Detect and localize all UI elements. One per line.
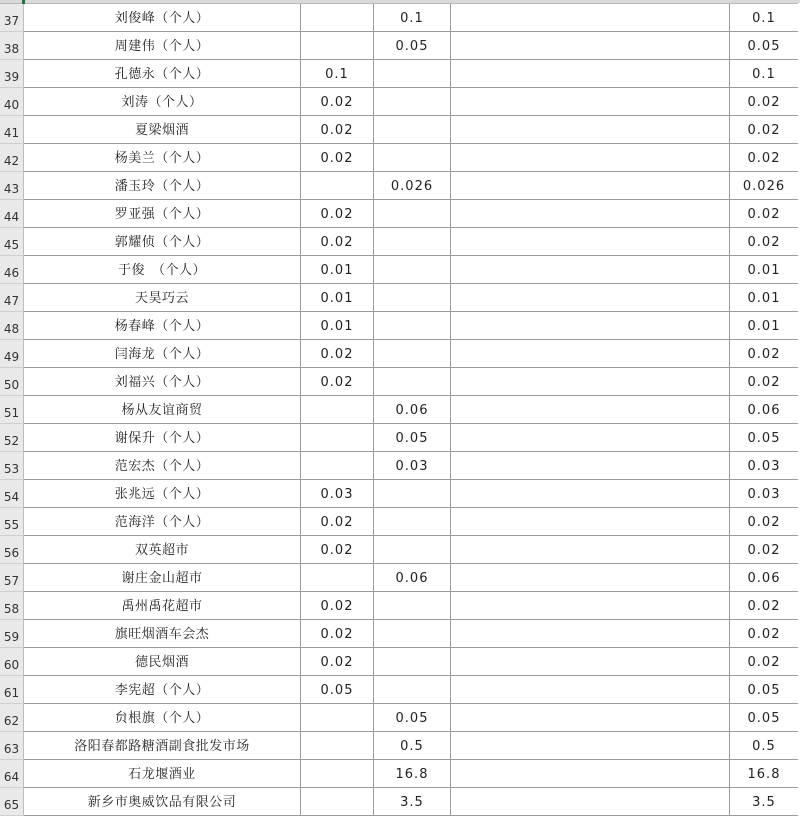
cell-empty[interactable] bbox=[451, 144, 730, 172]
row-number[interactable]: 62 bbox=[0, 704, 24, 732]
table-row bbox=[0, 760, 800, 788]
cell-empty[interactable] bbox=[451, 564, 730, 592]
cell-name[interactable]: 禹州禹花超市 bbox=[24, 592, 301, 620]
cell-value-b[interactable]: 0.05 bbox=[374, 32, 451, 60]
cell-total[interactable]: 0.02 bbox=[730, 508, 799, 536]
cell-value-a[interactable] bbox=[301, 452, 374, 480]
cell-value-a[interactable]: 0.02 bbox=[301, 648, 374, 676]
cell-empty[interactable] bbox=[451, 200, 730, 228]
row-number[interactable]: 48 bbox=[0, 312, 24, 340]
table-row bbox=[0, 788, 800, 816]
cell-total[interactable]: 0.05 bbox=[730, 704, 799, 732]
cell-name[interactable]: 谢保升（个人） bbox=[24, 424, 301, 452]
table-row bbox=[0, 144, 800, 172]
table-row bbox=[0, 732, 800, 760]
cell-value-a[interactable]: 0.02 bbox=[301, 536, 374, 564]
cell-name[interactable]: 双英超市 bbox=[24, 536, 301, 564]
cell-total[interactable]: 0.5 bbox=[730, 732, 799, 760]
cell-value-b[interactable] bbox=[374, 88, 451, 116]
row-number[interactable]: 39 bbox=[0, 60, 24, 88]
cell-value-b[interactable] bbox=[374, 368, 451, 396]
cell-name[interactable]: 张兆远（个人） bbox=[24, 480, 301, 508]
cell-total[interactable]: 0.05 bbox=[730, 676, 799, 704]
cell-empty[interactable] bbox=[451, 228, 730, 256]
table-row bbox=[0, 452, 800, 480]
cell-value-b[interactable] bbox=[374, 536, 451, 564]
row-number[interactable]: 43 bbox=[0, 172, 24, 200]
cell-name[interactable]: 谢庄金山超市 bbox=[24, 564, 301, 592]
row-number[interactable]: 49 bbox=[0, 340, 24, 368]
cell-value-b[interactable] bbox=[374, 312, 451, 340]
cell-value-b[interactable]: 0.026 bbox=[374, 172, 451, 200]
cell-empty[interactable] bbox=[451, 760, 730, 788]
cell-value-a[interactable]: 0.02 bbox=[301, 88, 374, 116]
cell-total[interactable]: 0.02 bbox=[730, 116, 799, 144]
table-row bbox=[0, 564, 800, 592]
cell-empty[interactable] bbox=[451, 60, 730, 88]
cell-name[interactable]: 范宏杰（个人） bbox=[24, 452, 301, 480]
cell-name[interactable]: 郭耀侦（个人） bbox=[24, 228, 301, 256]
table-row bbox=[0, 312, 800, 340]
cell-name[interactable]: 刘俊峰（个人） bbox=[24, 4, 301, 32]
cell-empty[interactable] bbox=[451, 452, 730, 480]
row-number[interactable]: 42 bbox=[0, 144, 24, 172]
cell-value-b[interactable] bbox=[374, 592, 451, 620]
cell-value-a[interactable]: 0.02 bbox=[301, 508, 374, 536]
cell-value-a[interactable] bbox=[301, 4, 374, 32]
cell-empty[interactable] bbox=[451, 256, 730, 284]
cell-name[interactable]: 杨春峰（个人） bbox=[24, 312, 301, 340]
cell-name[interactable]: 孔德永（个人） bbox=[24, 60, 301, 88]
cell-value-a[interactable] bbox=[301, 760, 374, 788]
table-row bbox=[0, 676, 800, 704]
cell-total[interactable]: 0.05 bbox=[730, 424, 799, 452]
cell-value-a[interactable]: 0.1 bbox=[301, 60, 374, 88]
cell-total[interactable]: 0.1 bbox=[730, 60, 799, 88]
row-number[interactable]: 63 bbox=[0, 732, 24, 760]
cell-empty[interactable] bbox=[451, 116, 730, 144]
table-row bbox=[0, 200, 800, 228]
row-number[interactable]: 65 bbox=[0, 788, 24, 816]
cell-empty[interactable] bbox=[451, 676, 730, 704]
cell-value-b[interactable]: 0.05 bbox=[374, 704, 451, 732]
cell-total[interactable]: 0.02 bbox=[730, 536, 799, 564]
cell-empty[interactable] bbox=[451, 732, 730, 760]
row-number[interactable]: 56 bbox=[0, 536, 24, 564]
cell-total[interactable]: 0.02 bbox=[730, 592, 799, 620]
cell-value-a[interactable]: 0.01 bbox=[301, 312, 374, 340]
cell-empty[interactable] bbox=[451, 788, 730, 816]
cell-name[interactable]: 新乡市奥威饮品有限公司 bbox=[24, 788, 301, 816]
row-number[interactable]: 58 bbox=[0, 592, 24, 620]
cell-name[interactable]: 刘涛（个人） bbox=[24, 88, 301, 116]
cell-empty[interactable] bbox=[451, 536, 730, 564]
cell-value-a[interactable]: 0.02 bbox=[301, 368, 374, 396]
row-number[interactable]: 59 bbox=[0, 620, 24, 648]
cell-value-a[interactable]: 0.01 bbox=[301, 284, 374, 312]
cell-name[interactable]: 李宪超（个人） bbox=[24, 676, 301, 704]
cell-value-a[interactable]: 0.02 bbox=[301, 200, 374, 228]
cell-value-a[interactable]: 0.01 bbox=[301, 256, 374, 284]
row-number[interactable]: 61 bbox=[0, 676, 24, 704]
cell-name[interactable]: 于俊 （个人） bbox=[24, 256, 301, 284]
cell-total[interactable]: 0.02 bbox=[730, 144, 799, 172]
row-number[interactable]: 38 bbox=[0, 32, 24, 60]
cell-empty[interactable] bbox=[451, 172, 730, 200]
table-row bbox=[0, 480, 800, 508]
cell-empty[interactable] bbox=[451, 592, 730, 620]
cell-empty[interactable] bbox=[451, 648, 730, 676]
cell-total[interactable]: 0.02 bbox=[730, 340, 799, 368]
table-row bbox=[0, 340, 800, 368]
cell-total[interactable]: 0.02 bbox=[730, 228, 799, 256]
row-number[interactable]: 52 bbox=[0, 424, 24, 452]
cell-value-a[interactable] bbox=[301, 396, 374, 424]
row-number[interactable]: 51 bbox=[0, 396, 24, 424]
cell-value-a[interactable]: 0.02 bbox=[301, 228, 374, 256]
cell-empty[interactable] bbox=[451, 312, 730, 340]
cell-empty[interactable] bbox=[451, 396, 730, 424]
cell-total[interactable]: 0.02 bbox=[730, 648, 799, 676]
cell-total[interactable]: 16.8 bbox=[730, 760, 799, 788]
table-row bbox=[0, 704, 800, 732]
cell-value-b[interactable]: 0.5 bbox=[374, 732, 451, 760]
cell-total[interactable]: 0.02 bbox=[730, 200, 799, 228]
cell-value-a[interactable] bbox=[301, 172, 374, 200]
table-row bbox=[0, 256, 800, 284]
cell-name[interactable]: 闫海龙（个人） bbox=[24, 340, 301, 368]
cell-name[interactable]: 周建伟（个人） bbox=[24, 32, 301, 60]
cell-total[interactable]: 0.02 bbox=[730, 368, 799, 396]
cell-name[interactable]: 杨美兰（个人） bbox=[24, 144, 301, 172]
cell-empty[interactable] bbox=[451, 424, 730, 452]
table-row bbox=[0, 396, 800, 424]
table-row bbox=[0, 32, 800, 60]
row-number[interactable]: 41 bbox=[0, 116, 24, 144]
cell-value-b[interactable]: 16.8 bbox=[374, 760, 451, 788]
cell-name[interactable]: 罗亚强（个人） bbox=[24, 200, 301, 228]
cell-value-b[interactable] bbox=[374, 340, 451, 368]
cell-total[interactable]: 0.01 bbox=[730, 256, 799, 284]
cell-value-b[interactable] bbox=[374, 228, 451, 256]
cell-name[interactable]: 石龙堰酒业 bbox=[24, 760, 301, 788]
row-number[interactable]: 40 bbox=[0, 88, 24, 116]
cell-empty[interactable] bbox=[451, 340, 730, 368]
table-row bbox=[0, 648, 800, 676]
row-number[interactable]: 46 bbox=[0, 256, 24, 284]
cell-value-a[interactable] bbox=[301, 32, 374, 60]
cell-value-b[interactable] bbox=[374, 200, 451, 228]
cell-empty[interactable] bbox=[451, 88, 730, 116]
cell-total[interactable]: 0.026 bbox=[730, 172, 799, 200]
cell-total[interactable]: 0.02 bbox=[730, 88, 799, 116]
row-number[interactable]: 53 bbox=[0, 452, 24, 480]
cell-name[interactable]: 德民烟酒 bbox=[24, 648, 301, 676]
table-row bbox=[0, 620, 800, 648]
cell-total[interactable]: 0.03 bbox=[730, 480, 799, 508]
cell-total[interactable]: 0.1 bbox=[730, 4, 799, 32]
cell-value-b[interactable]: 0.05 bbox=[374, 424, 451, 452]
row-number[interactable]: 47 bbox=[0, 284, 24, 312]
table-row bbox=[0, 368, 800, 396]
table-row bbox=[0, 172, 800, 200]
row-number[interactable]: 45 bbox=[0, 228, 24, 256]
cell-total[interactable]: 3.5 bbox=[730, 788, 799, 816]
cell-empty[interactable] bbox=[451, 32, 730, 60]
table-row bbox=[0, 284, 800, 312]
cell-value-a[interactable]: 0.02 bbox=[301, 116, 374, 144]
table-row bbox=[0, 424, 800, 452]
cell-value-a[interactable] bbox=[301, 424, 374, 452]
cell-value-b[interactable] bbox=[374, 284, 451, 312]
row-number[interactable]: 50 bbox=[0, 368, 24, 396]
cell-value-b[interactable]: 0.1 bbox=[374, 4, 451, 32]
cell-empty[interactable] bbox=[451, 620, 730, 648]
cell-total[interactable]: 0.01 bbox=[730, 284, 799, 312]
table-row bbox=[0, 592, 800, 620]
cell-value-a[interactable] bbox=[301, 564, 374, 592]
cell-total[interactable]: 0.03 bbox=[730, 452, 799, 480]
row-number[interactable]: 54 bbox=[0, 480, 24, 508]
cell-value-b[interactable] bbox=[374, 116, 451, 144]
cell-value-b[interactable] bbox=[374, 620, 451, 648]
cell-name[interactable]: 刘福兴（个人） bbox=[24, 368, 301, 396]
cell-value-b[interactable] bbox=[374, 508, 451, 536]
cell-total[interactable]: 0.01 bbox=[730, 312, 799, 340]
cell-empty[interactable] bbox=[451, 480, 730, 508]
table-row bbox=[0, 536, 800, 564]
cell-value-b[interactable]: 0.06 bbox=[374, 396, 451, 424]
row-number[interactable]: 57 bbox=[0, 564, 24, 592]
row-number[interactable]: 64 bbox=[0, 760, 24, 788]
cell-value-b[interactable]: 0.06 bbox=[374, 564, 451, 592]
cell-total[interactable]: 0.05 bbox=[730, 32, 799, 60]
cell-value-b[interactable]: 0.03 bbox=[374, 452, 451, 480]
row-number[interactable]: 55 bbox=[0, 508, 24, 536]
cell-value-a[interactable]: 0.05 bbox=[301, 676, 374, 704]
cell-empty[interactable] bbox=[451, 284, 730, 312]
cell-value-b[interactable] bbox=[374, 256, 451, 284]
cell-value-b[interactable] bbox=[374, 676, 451, 704]
cell-value-a[interactable] bbox=[301, 732, 374, 760]
cell-total[interactable]: 0.02 bbox=[730, 620, 799, 648]
table-row bbox=[0, 60, 800, 88]
cell-value-b[interactable] bbox=[374, 480, 451, 508]
cell-name[interactable]: 夏梁烟酒 bbox=[24, 116, 301, 144]
cell-total[interactable]: 0.06 bbox=[730, 564, 799, 592]
cell-value-a[interactable]: 0.03 bbox=[301, 480, 374, 508]
table-row bbox=[0, 88, 800, 116]
cell-value-b[interactable] bbox=[374, 648, 451, 676]
table-row bbox=[0, 4, 800, 32]
cell-name[interactable]: 洛阳春都路糖酒副食批发市场 bbox=[24, 732, 301, 760]
cell-name[interactable]: 潘玉玲（个人） bbox=[24, 172, 301, 200]
table-row bbox=[0, 228, 800, 256]
cell-value-a[interactable]: 0.02 bbox=[301, 144, 374, 172]
cell-empty[interactable] bbox=[451, 508, 730, 536]
cell-value-a[interactable]: 0.02 bbox=[301, 592, 374, 620]
cell-name[interactable]: 天昊巧云 bbox=[24, 284, 301, 312]
cell-value-a[interactable]: 0.02 bbox=[301, 340, 374, 368]
cell-empty[interactable] bbox=[451, 704, 730, 732]
cell-empty[interactable] bbox=[451, 4, 730, 32]
cell-total[interactable]: 0.06 bbox=[730, 396, 799, 424]
row-number[interactable]: 44 bbox=[0, 200, 24, 228]
cell-value-b[interactable] bbox=[374, 144, 451, 172]
table-row bbox=[0, 508, 800, 536]
row-number[interactable]: 37 bbox=[0, 4, 24, 32]
cell-value-a[interactable] bbox=[301, 704, 374, 732]
table-row bbox=[0, 116, 800, 144]
cell-value-b[interactable] bbox=[374, 60, 451, 88]
cell-name[interactable]: 贠根旗（个人） bbox=[24, 704, 301, 732]
cell-value-b[interactable]: 3.5 bbox=[374, 788, 451, 816]
cell-value-a[interactable]: 0.02 bbox=[301, 620, 374, 648]
row-number[interactable]: 60 bbox=[0, 648, 24, 676]
cell-name[interactable]: 杨从友谊商贸 bbox=[24, 396, 301, 424]
cell-value-a[interactable] bbox=[301, 788, 374, 816]
cell-name[interactable]: 范海洋（个人） bbox=[24, 508, 301, 536]
cell-empty[interactable] bbox=[451, 368, 730, 396]
cell-name[interactable]: 旗旺烟酒车会杰 bbox=[24, 620, 301, 648]
